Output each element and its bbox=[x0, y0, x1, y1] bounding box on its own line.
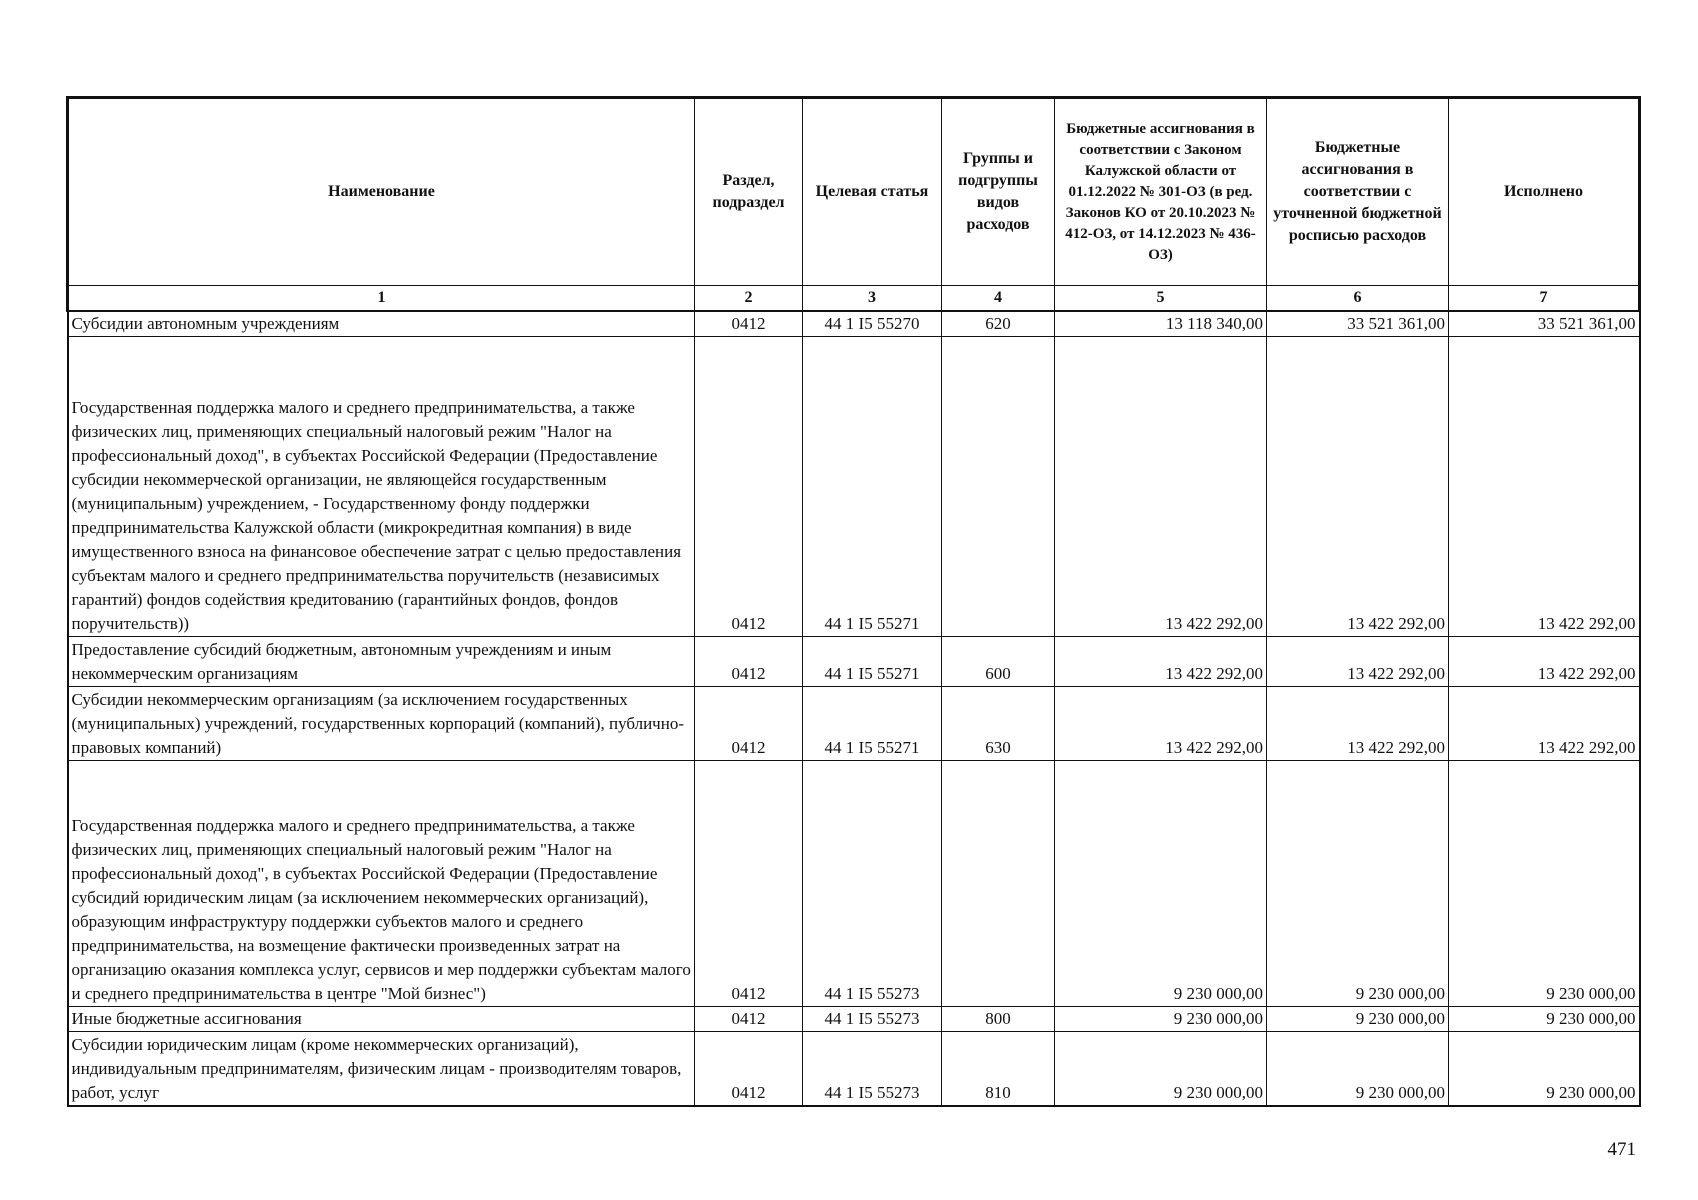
row-razdel: 0412 bbox=[695, 637, 803, 687]
table-row bbox=[68, 637, 1640, 687]
row-law-allocation: 13 118 340,00 bbox=[1055, 311, 1267, 337]
row-razdel: 0412 bbox=[695, 1007, 803, 1032]
header-groups: Группы и подгруппы видов расходов bbox=[942, 98, 1055, 286]
row-law-allocation: 13 422 292,00 bbox=[1055, 637, 1267, 687]
row-razdel: 0412 bbox=[695, 337, 803, 637]
row-statya: 44 1 I5 55271 bbox=[803, 337, 942, 637]
table-row bbox=[68, 687, 1640, 761]
row-name: Иные бюджетные ассигнования bbox=[68, 1007, 695, 1032]
table-row bbox=[68, 337, 1640, 637]
row-group: 810 bbox=[942, 1032, 1055, 1106]
row-razdel: 0412 bbox=[695, 311, 803, 337]
column-number: 6 bbox=[1267, 286, 1449, 312]
row-group: 630 bbox=[942, 687, 1055, 761]
table-row bbox=[68, 1007, 1640, 1032]
row-law-allocation: 9 230 000,00 bbox=[1055, 761, 1267, 1007]
row-refined-allocation: 13 422 292,00 bbox=[1267, 637, 1449, 687]
header-statya: Целевая статья bbox=[803, 98, 942, 286]
row-statya: 44 1 I5 55271 bbox=[803, 687, 942, 761]
row-statya: 44 1 I5 55273 bbox=[803, 1032, 942, 1106]
row-name: Государственная поддержка малого и среднего предпринимательства, а также физических лиц, применяющих специальный налоговый режим "Налог на профессиональный доход", в субъектах Российской Федерации (Предоставление субсидий юридическим лицам (за исключением некоммерческих организаций), образующим инфраструктуру поддержки субъектов малого и среднего предпринимательства, на возмещение фактически произведенных затрат на организацию оказания комплекса услуг, сервисов и мер поддержки субъектам малого и среднего предпринимательства в центре "Мой бизнес") bbox=[68, 761, 695, 1007]
page-number: 471 bbox=[1607, 1139, 1636, 1160]
row-group: 600 bbox=[942, 637, 1055, 687]
column-number-row bbox=[68, 286, 1640, 312]
row-law-allocation: 9 230 000,00 bbox=[1055, 1032, 1267, 1106]
row-statya: 44 1 I5 55271 bbox=[803, 637, 942, 687]
column-number: 4 bbox=[942, 286, 1055, 312]
row-refined-allocation: 9 230 000,00 bbox=[1267, 761, 1449, 1007]
row-executed: 9 230 000,00 bbox=[1449, 1007, 1640, 1032]
header-row bbox=[68, 98, 1640, 286]
row-group: 620 bbox=[942, 311, 1055, 337]
header-razdel: Раздел, подраздел bbox=[695, 98, 803, 286]
row-razdel: 0412 bbox=[695, 761, 803, 1007]
row-name: Субсидии некоммерческим организациям (за исключением государственных (муниципальных) учреждений, государственных корпораций (компаний), публично-правовых компаний) bbox=[68, 687, 695, 761]
row-law-allocation: 13 422 292,00 bbox=[1055, 337, 1267, 637]
column-number: 5 bbox=[1055, 286, 1267, 312]
row-refined-allocation: 9 230 000,00 bbox=[1267, 1032, 1449, 1106]
budget-table bbox=[66, 96, 1641, 1107]
row-refined-allocation: 33 521 361,00 bbox=[1267, 311, 1449, 337]
row-name: Государственная поддержка малого и среднего предпринимательства, а также физических лиц, применяющих специальный налоговый режим "Налог на профессиональный доход", в субъектах Российской Федерации (Предоставление субсидии некоммерческой организации, не являющейся государственным (муниципальным) учреждением, - Государственному фонду поддержки предпринимательства Калужской области (микрокредитная компания) в виде имущественного взноса на финансовое обеспечение затрат с целью предоставления субъектам малого и среднего предпринимательства поручительств (независимых гарантий) фондов содействия кредитованию (гарантийных фондов, фондов поручительств)) bbox=[68, 337, 695, 637]
row-refined-allocation: 13 422 292,00 bbox=[1267, 687, 1449, 761]
table-row bbox=[68, 761, 1640, 1007]
header-refined-allocations: Бюджетные ассигнования в соответствии с уточненной бюджетной росписью расходов bbox=[1267, 98, 1449, 286]
row-refined-allocation: 9 230 000,00 bbox=[1267, 1007, 1449, 1032]
row-name: Предоставление субсидий бюджетным, автономным учреждениям и иным некоммерческим организациям bbox=[68, 637, 695, 687]
budget-sheet bbox=[66, 96, 1638, 1107]
row-executed: 13 422 292,00 bbox=[1449, 687, 1640, 761]
row-law-allocation: 9 230 000,00 bbox=[1055, 1007, 1267, 1032]
row-executed: 9 230 000,00 bbox=[1449, 1032, 1640, 1106]
table-row bbox=[68, 1032, 1640, 1106]
header-name: Наименование bbox=[68, 98, 695, 286]
column-number: 2 bbox=[695, 286, 803, 312]
row-group bbox=[942, 337, 1055, 637]
row-razdel: 0412 bbox=[695, 1032, 803, 1106]
row-name: Субсидии автономным учреждениям bbox=[68, 311, 695, 337]
row-executed: 9 230 000,00 bbox=[1449, 761, 1640, 1007]
row-executed: 13 422 292,00 bbox=[1449, 637, 1640, 687]
row-executed: 13 422 292,00 bbox=[1449, 337, 1640, 637]
row-group: 800 bbox=[942, 1007, 1055, 1032]
header-executed: Исполнено bbox=[1449, 98, 1640, 286]
row-statya: 44 1 I5 55273 bbox=[803, 761, 942, 1007]
row-razdel: 0412 bbox=[695, 687, 803, 761]
column-number: 3 bbox=[803, 286, 942, 312]
table-row bbox=[68, 311, 1640, 337]
row-statya: 44 1 I5 55273 bbox=[803, 1007, 942, 1032]
row-executed: 33 521 361,00 bbox=[1449, 311, 1640, 337]
row-refined-allocation: 13 422 292,00 bbox=[1267, 337, 1449, 637]
row-statya: 44 1 I5 55270 bbox=[803, 311, 942, 337]
column-number: 1 bbox=[68, 286, 695, 312]
row-law-allocation: 13 422 292,00 bbox=[1055, 687, 1267, 761]
row-group bbox=[942, 761, 1055, 1007]
header-law-allocations: Бюджетные ассигнования в соответствии с Законом Калужской области от 01.12.2022 № 301-ОЗ (в ред. Законов КО от 20.10.2023 № 412-ОЗ, от 14.12.2023 № 436-ОЗ) bbox=[1055, 98, 1267, 286]
column-number: 7 bbox=[1449, 286, 1640, 312]
row-name: Субсидии юридическим лицам (кроме некоммерческих организаций), индивидуальным предпринимателям, физическим лицам - производителям товаров, работ, услуг bbox=[68, 1032, 695, 1106]
